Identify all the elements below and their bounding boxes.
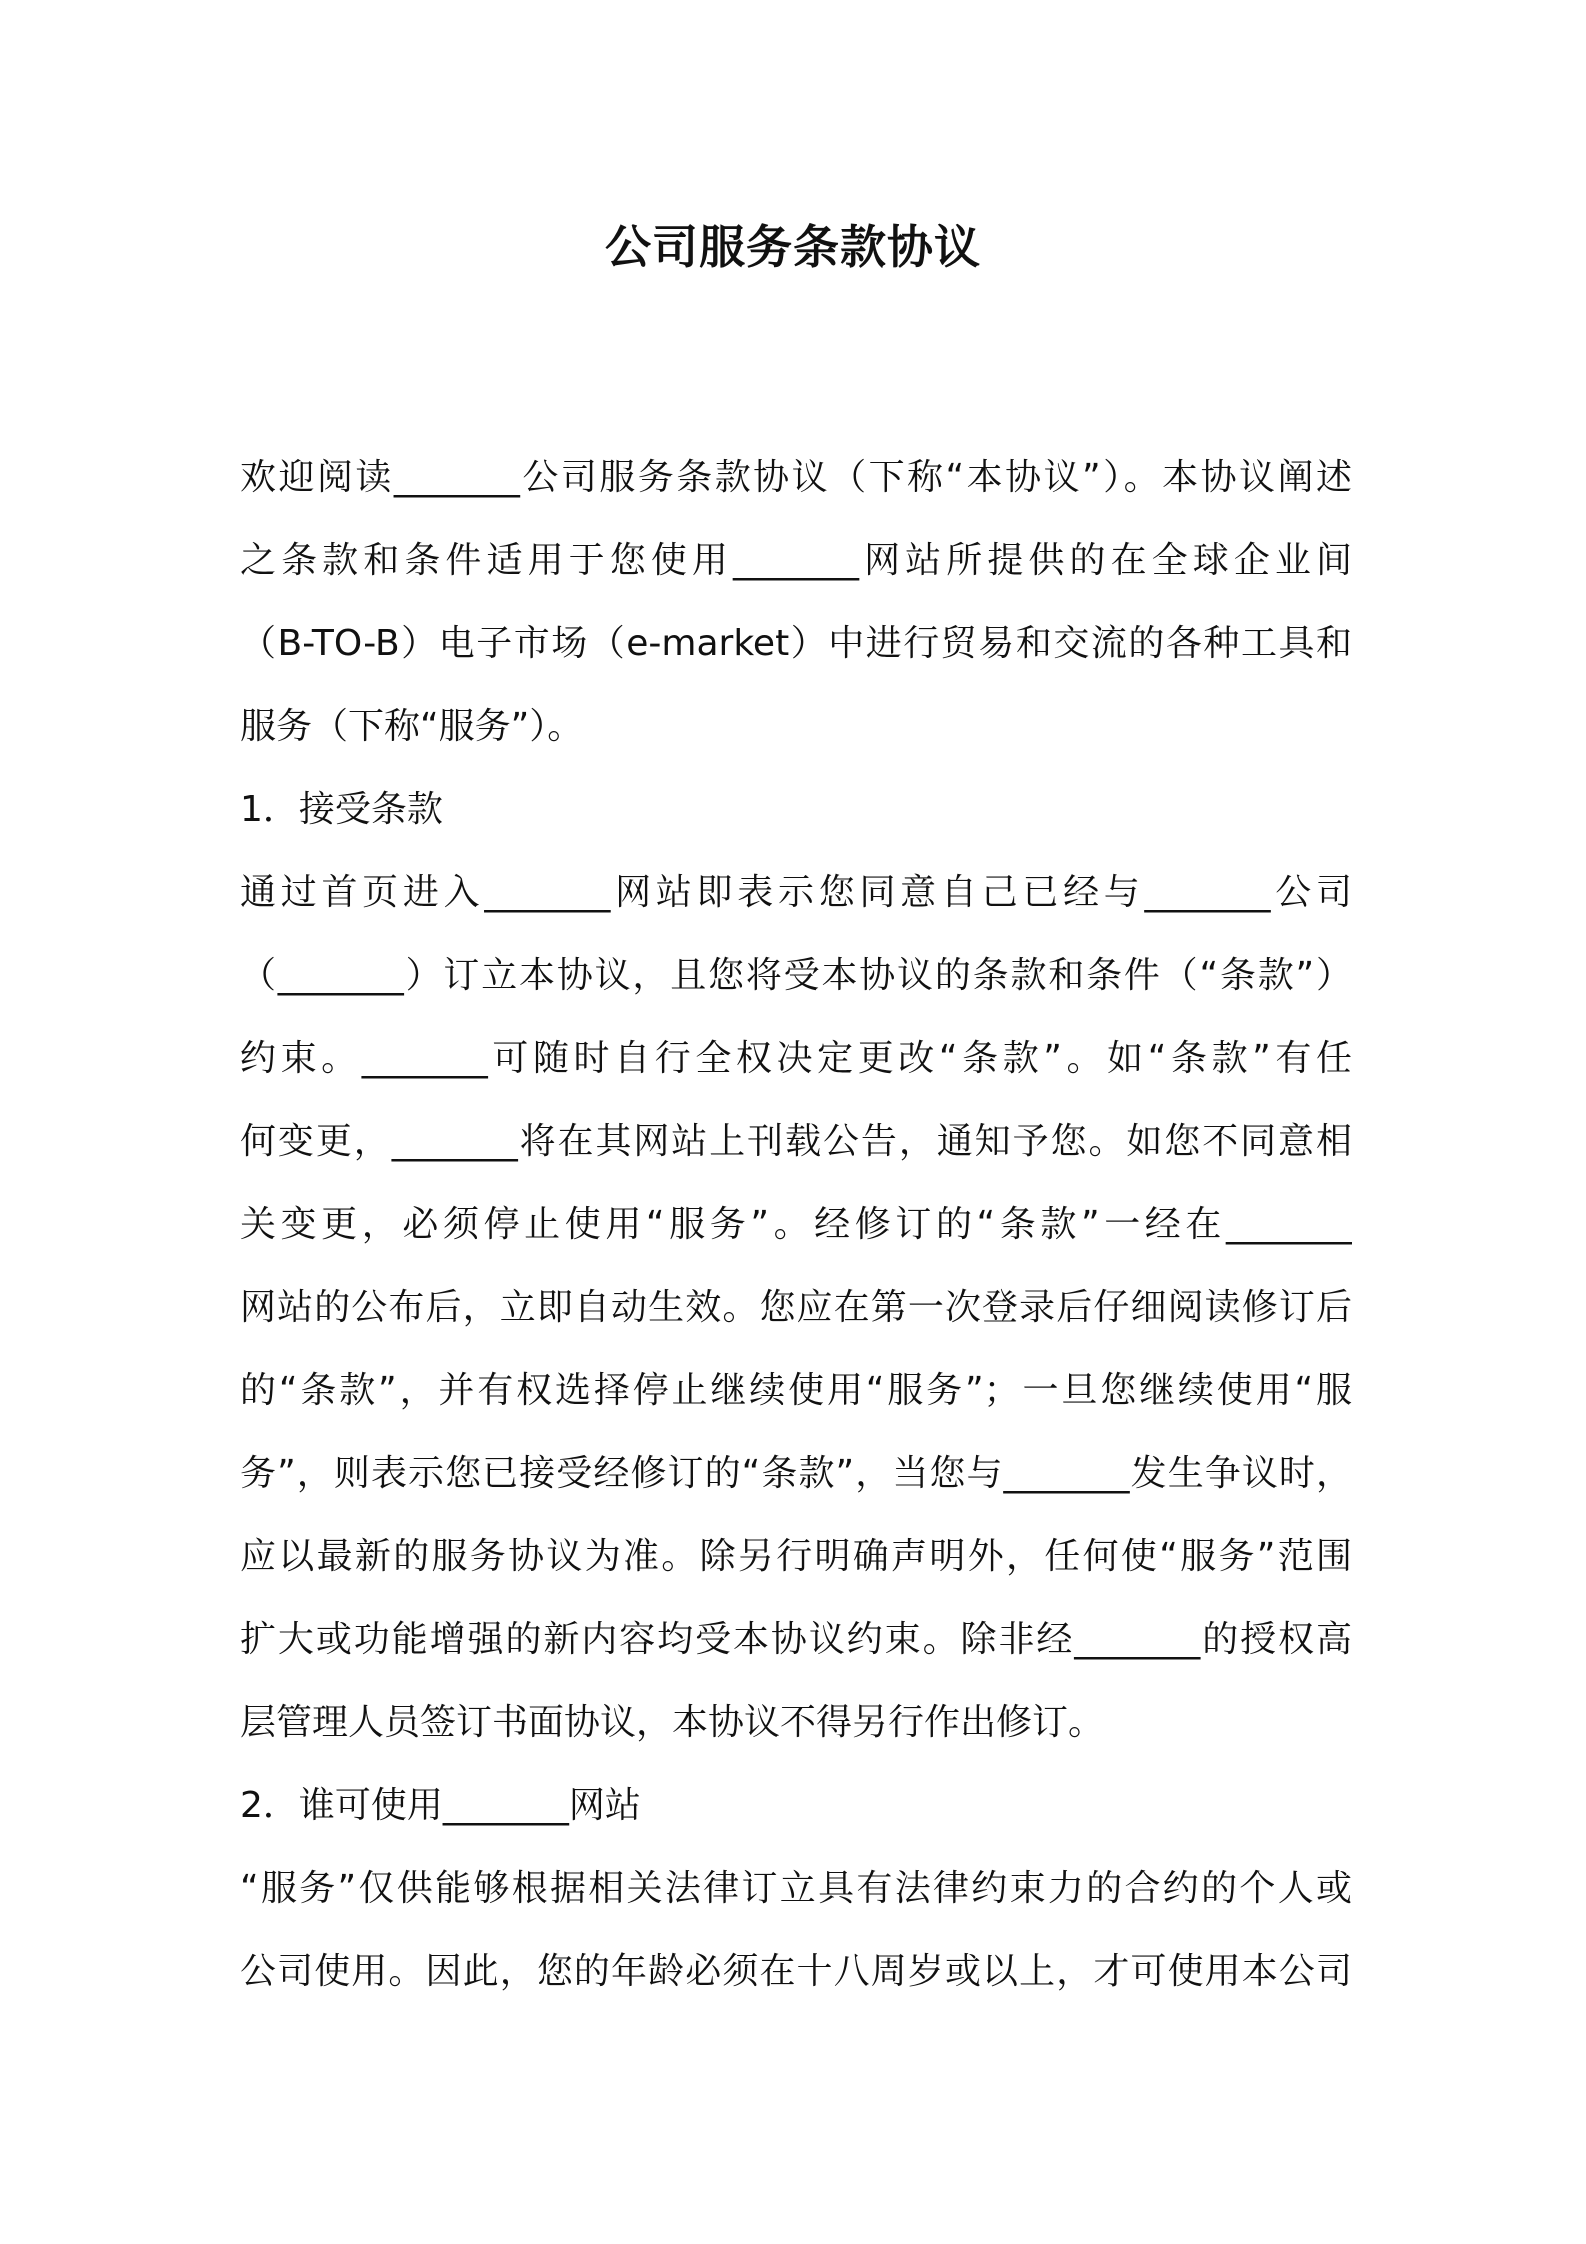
paragraph-line: 网站的公布后，立即自动生效。您应在第一次登录后仔细阅读修订后: [240, 1287, 1352, 1328]
paragraph-line: 通过首页进入_______网站即表示您同意自己已经与_______公司: [240, 872, 1352, 913]
paragraph-line: “服务”仅供能够根据相关法律订立具有法律约束力的合约的个人或: [240, 1868, 1352, 1909]
paragraph-line: 欢迎阅读_______公司服务条款协议（下称“本协议”）。本协议阐述: [240, 457, 1352, 498]
paragraph-line: 何变更，_______将在其网站上刊载公告，通知予您。如您不同意相: [240, 1121, 1352, 1162]
paragraph-line: 扩大或功能增强的新内容均受本协议约束。除非经_______的授权高: [240, 1619, 1352, 1660]
paragraph-line: 公司使用。因此，您的年龄必须在十八周岁或以上，才可使用本公司: [240, 1951, 1352, 1992]
paragraph-line: 关变更，必须停止使用“服务”。经修订的“条款”一经在_______: [240, 1204, 1352, 1245]
paragraph-line: 层管理人员签订书面协议，本协议不得另行作出修订。: [240, 1702, 1105, 1743]
paragraph-line: （B-TO-B）电子市场（e-market）中进行贸易和交流的各种工具和: [240, 623, 1352, 664]
section-heading: 1．接受条款: [240, 789, 443, 830]
paragraph-line: 应以最新的服务协议为准。除另行明确声明外，任何使“服务”范围: [240, 1536, 1352, 1577]
paragraph-line: （_______）订立本协议，且您将受本协议的条款和条件（“条款”）: [240, 955, 1352, 996]
paragraph-line: 的“条款”，并有权选择停止继续使用“服务”；一旦您继续使用“服: [240, 1370, 1352, 1411]
paragraph-line: 约束。_______可随时自行全权决定更改“条款”。如“条款”有任: [240, 1038, 1352, 1079]
document-title: 公司服务条款协议: [605, 220, 981, 274]
paragraph-line: 之条款和条件适用于您使用_______网站所提供的在全球企业间: [240, 540, 1352, 581]
section-heading: 2．谁可使用_______网站: [240, 1785, 641, 1826]
paragraph-line: 服务（下称“服务”）。: [240, 706, 584, 747]
paragraph-line: 务”，则表示您已接受经修订的“条款”，当您与_______发生争议时，: [240, 1453, 1352, 1494]
